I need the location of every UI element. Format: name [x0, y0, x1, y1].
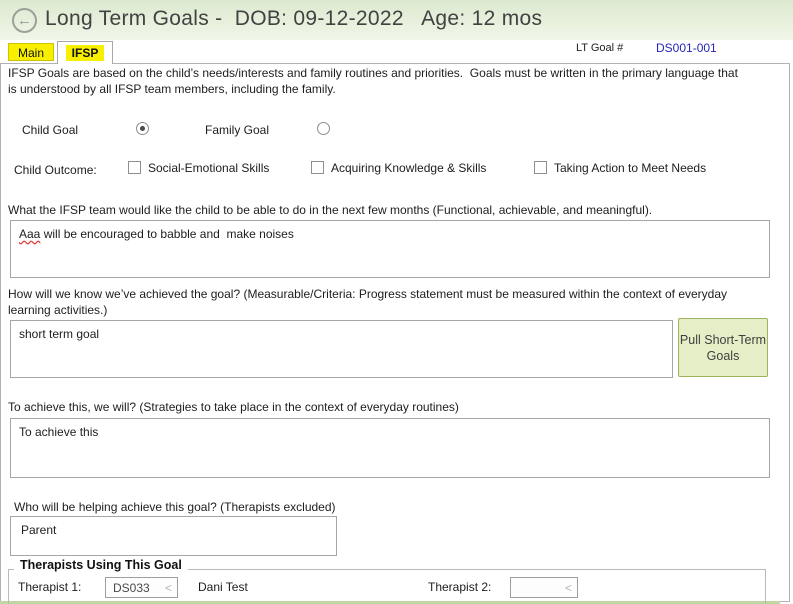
tab-ifsp-label: IFSP — [66, 45, 105, 61]
goal-description-label: What the IFSP team would like the child to be able to do in the next few months (Functional, achievable, and meaningful). — [8, 203, 653, 217]
therapist1-label: Therapist 1: — [18, 580, 82, 594]
outcome-action-label: Taking Action to Meet Needs — [554, 161, 707, 175]
outcome-knowledge-label: Acquiring Knowledge & Skills — [331, 161, 487, 175]
therapist1-name: Dani Test — [198, 580, 248, 594]
outcome-action-checkbox[interactable] — [534, 161, 547, 174]
outcome-knowledge-checkbox[interactable] — [311, 161, 324, 174]
child-outcome-label: Child Outcome: — [14, 163, 97, 177]
pull-short-term-goals-button[interactable]: Pull Short-Term Goals — [678, 318, 768, 377]
helpers-field[interactable]: Parent — [10, 516, 337, 556]
tab-main[interactable]: Main — [8, 43, 54, 61]
therapist1-dropdown[interactable] — [105, 577, 178, 598]
strategies-label: To achieve this, we will? (Strategies to take place in the context of everyday routines) — [8, 400, 459, 414]
chevron-left-icon: < — [164, 580, 172, 595]
therapist2-dropdown[interactable] — [510, 577, 578, 598]
lt-goal-number-value[interactable]: DS001-001 — [656, 41, 717, 55]
back-arrow-icon: ← — [17, 12, 32, 29]
family-goal-label: Family Goal — [205, 123, 270, 137]
chevron-left-icon: < — [564, 580, 572, 595]
strategies-field[interactable]: To achieve this — [10, 418, 770, 478]
therapists-group-title: Therapists Using This Goal — [14, 558, 188, 572]
misspelled-word: Aaa — [19, 227, 41, 241]
goal-description-field[interactable] — [10, 220, 770, 278]
outcome-social-emotional-label: Social-Emotional Skills — [148, 161, 270, 175]
helpers-label: Who will be helping achieve this goal? (Therapists excluded) — [14, 500, 336, 514]
lt-goal-number-label: LT Goal # — [576, 42, 624, 54]
goal-description-text: will be encouraged to babble and make noises — [40, 227, 294, 241]
tab-ifsp[interactable] — [57, 41, 113, 64]
therapist2-label: Therapist 2: — [428, 580, 492, 594]
short-term-goal-field[interactable]: short term goal — [10, 320, 673, 378]
back-button[interactable] — [12, 8, 37, 33]
intro-text: IFSP Goals are based on the child’s needs/interests and family routines and priorities. Goals must be written in the primary language that is understood by all IFSP team members, including the family. — [8, 66, 742, 96]
criteria-label: How will we know we’ve achieved the goal? (Measurable/Criteria: Progress statement must be measured within the context of everyday learning activities.) — [8, 287, 728, 317]
outcome-social-emotional-checkbox[interactable] — [128, 161, 141, 174]
therapist1-value: DS033 — [113, 580, 150, 595]
page-title: Long Term Goals - DOB: 09-12-2022 Age: 12 mos — [45, 7, 543, 30]
child-goal-label: Child Goal — [22, 123, 79, 137]
child-goal-radio[interactable] — [136, 122, 149, 135]
